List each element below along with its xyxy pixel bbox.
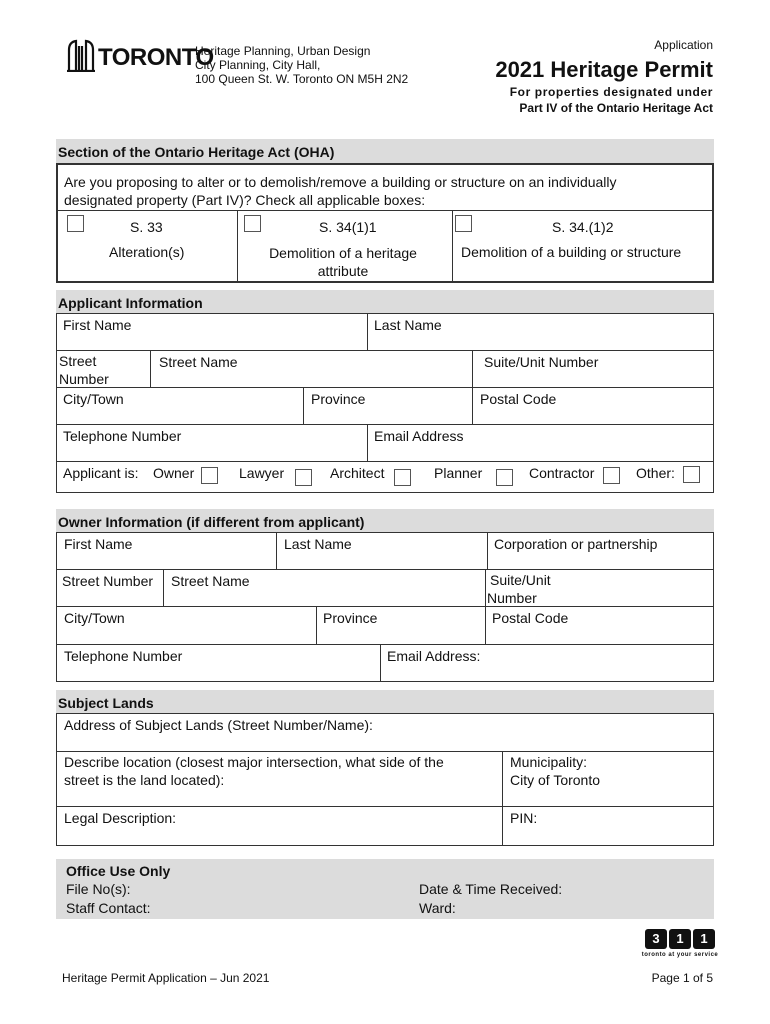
oha-section-header: Section of the Ontario Heritage Act (OHA) — [56, 139, 714, 163]
other-checkbox[interactable] — [683, 466, 700, 483]
pin-field[interactable]: PIN: — [510, 810, 538, 826]
applicant-street-name-field[interactable]: Street Name — [159, 354, 238, 370]
footer-doc-name: Heritage Permit Application – Jun 2021 — [62, 971, 270, 985]
applicant-email-field[interactable]: Email Address — [374, 428, 464, 444]
department-address — [195, 44, 408, 86]
applicant-first-name-field[interactable]: First Name — [63, 317, 132, 333]
office-use-panel — [56, 859, 714, 919]
divider — [150, 350, 151, 387]
divider — [502, 751, 503, 846]
divider — [56, 644, 714, 645]
date-received-label: Date & Time Received: — [419, 881, 563, 897]
owner-last-name-field[interactable]: Last Name — [284, 536, 352, 552]
subtitle-line: Part IV of the Ontario Heritage Act — [519, 101, 713, 115]
badge-digit: 3 — [645, 929, 667, 949]
owner-section-header: Owner Information (if different from applicant) — [56, 509, 714, 533]
divider — [367, 424, 368, 461]
toronto-311-badge — [640, 929, 720, 958]
divider — [380, 644, 381, 682]
toronto-logo — [66, 38, 214, 74]
divider — [56, 461, 714, 462]
architect-checkbox[interactable] — [394, 469, 411, 486]
applicant-is-label: Applicant is: — [63, 465, 139, 481]
owner-street-name-field[interactable]: Street Name — [171, 573, 250, 589]
divider — [163, 569, 164, 606]
owner-suite-field-line2: Number — [487, 590, 537, 606]
staff-contact-label: Staff Contact: — [66, 900, 151, 916]
badge-digit: 1 — [669, 929, 691, 949]
s34-1-2-code: S. 34.(1)2 — [552, 219, 614, 235]
ward-label: Ward: — [419, 900, 456, 916]
applicant-postal-field[interactable]: Postal Code — [480, 391, 557, 407]
owner-phone-field[interactable]: Telephone Number — [64, 648, 183, 664]
applicant-type-lawyer: Lawyer — [239, 465, 285, 481]
owner-checkbox[interactable] — [201, 467, 218, 484]
divider — [56, 350, 714, 351]
subject-describe-line2: street is the land located): — [64, 772, 225, 788]
divider — [56, 569, 714, 570]
divider — [56, 806, 714, 807]
owner-corporation-field[interactable]: Corporation or partnership — [494, 536, 658, 552]
application-label: Application — [654, 38, 713, 52]
divider — [276, 532, 277, 569]
legal-description-field[interactable]: Legal Description: — [64, 810, 177, 826]
divider — [56, 606, 714, 607]
page-subtitle — [473, 84, 713, 116]
applicant-type-contractor: Contractor — [529, 465, 595, 481]
subject-section-header: Subject Lands — [56, 690, 714, 714]
subject-address-field[interactable]: Address of Subject Lands (Street Number/Name): — [64, 717, 373, 733]
applicant-type-owner: Owner — [153, 465, 195, 481]
applicant-suite-field[interactable]: Suite/Unit Number — [484, 354, 599, 370]
owner-street-number-field[interactable]: Street Number — [62, 573, 154, 589]
lawyer-checkbox[interactable] — [295, 469, 312, 486]
dept-line: Heritage Planning, Urban Design — [195, 44, 371, 58]
divider — [487, 532, 488, 569]
s34-1-1-checkbox[interactable] — [244, 215, 261, 232]
applicant-phone-field[interactable]: Telephone Number — [63, 428, 182, 444]
owner-city-field[interactable]: City/Town — [64, 610, 125, 626]
divider — [303, 387, 304, 424]
divider — [56, 751, 714, 752]
planner-checkbox[interactable] — [496, 469, 513, 486]
page-number: Page 1 of 5 — [651, 971, 713, 985]
applicant-type-other: Other: — [636, 465, 675, 481]
city-hall-icon — [66, 38, 96, 72]
oha-question: designated property (Part IV)? Check all applicable boxes: — [64, 192, 426, 208]
subject-describe-field[interactable]: Describe location (closest major intersection, what side of the — [64, 754, 444, 770]
owner-province-field[interactable]: Province — [323, 610, 378, 626]
s34-1-1-code: S. 34(1)1 — [319, 219, 377, 235]
municipality-label: Municipality: — [510, 754, 588, 770]
divider — [485, 569, 486, 644]
dept-line: 100 Queen St. W. Toronto ON M5H 2N2 — [195, 72, 409, 86]
office-use-title: Office Use Only — [66, 863, 171, 879]
owner-postal-field[interactable]: Postal Code — [492, 610, 569, 626]
divider — [367, 313, 368, 350]
applicant-section-header: Applicant Information — [56, 290, 714, 314]
applicant-last-name-field[interactable]: Last Name — [374, 317, 442, 333]
owner-email-field[interactable]: Email Address: — [387, 648, 481, 664]
applicant-street-number-field[interactable]: Street Number — [59, 353, 109, 387]
s34-1-1-desc: Demolition of a heritage attribute — [269, 245, 417, 279]
logo-text: TORONTO — [98, 44, 214, 71]
s34-1-2-desc: Demolition of a building or structure — [461, 244, 682, 260]
s33-checkbox[interactable] — [67, 215, 84, 232]
applicant-type-architect: Architect — [330, 465, 385, 481]
owner-suite-field[interactable]: Suite/Unit — [490, 572, 551, 588]
divider — [237, 211, 238, 281]
applicant-type-planner: Planner — [434, 465, 483, 481]
divider — [56, 387, 714, 388]
divider — [56, 424, 714, 425]
dept-line: City Planning, City Hall, — [195, 58, 321, 72]
oha-question: Are you proposing to alter or to demolish/remove a building or structure on an individually — [64, 174, 617, 190]
badge-tagline: toronto at your service — [641, 952, 719, 958]
s33-code: S. 33 — [130, 219, 163, 235]
subtitle-line: For properties designated under — [509, 85, 713, 99]
contractor-checkbox[interactable] — [603, 467, 620, 484]
page-title: 2021 Heritage Permit — [495, 57, 713, 82]
badge-digit: 1 — [693, 929, 715, 949]
divider — [58, 210, 712, 211]
file-no-label: File No(s): — [66, 881, 131, 897]
s33-desc: Alteration(s) — [109, 244, 185, 260]
applicant-province-field[interactable]: Province — [311, 391, 366, 407]
divider — [452, 211, 453, 281]
s34-1-2-checkbox[interactable] — [455, 215, 472, 232]
owner-first-name-field[interactable]: First Name — [64, 536, 133, 552]
municipality-value: City of Toronto — [510, 772, 601, 788]
divider — [472, 350, 473, 424]
divider — [316, 606, 317, 644]
applicant-city-field[interactable]: City/Town — [63, 391, 124, 407]
